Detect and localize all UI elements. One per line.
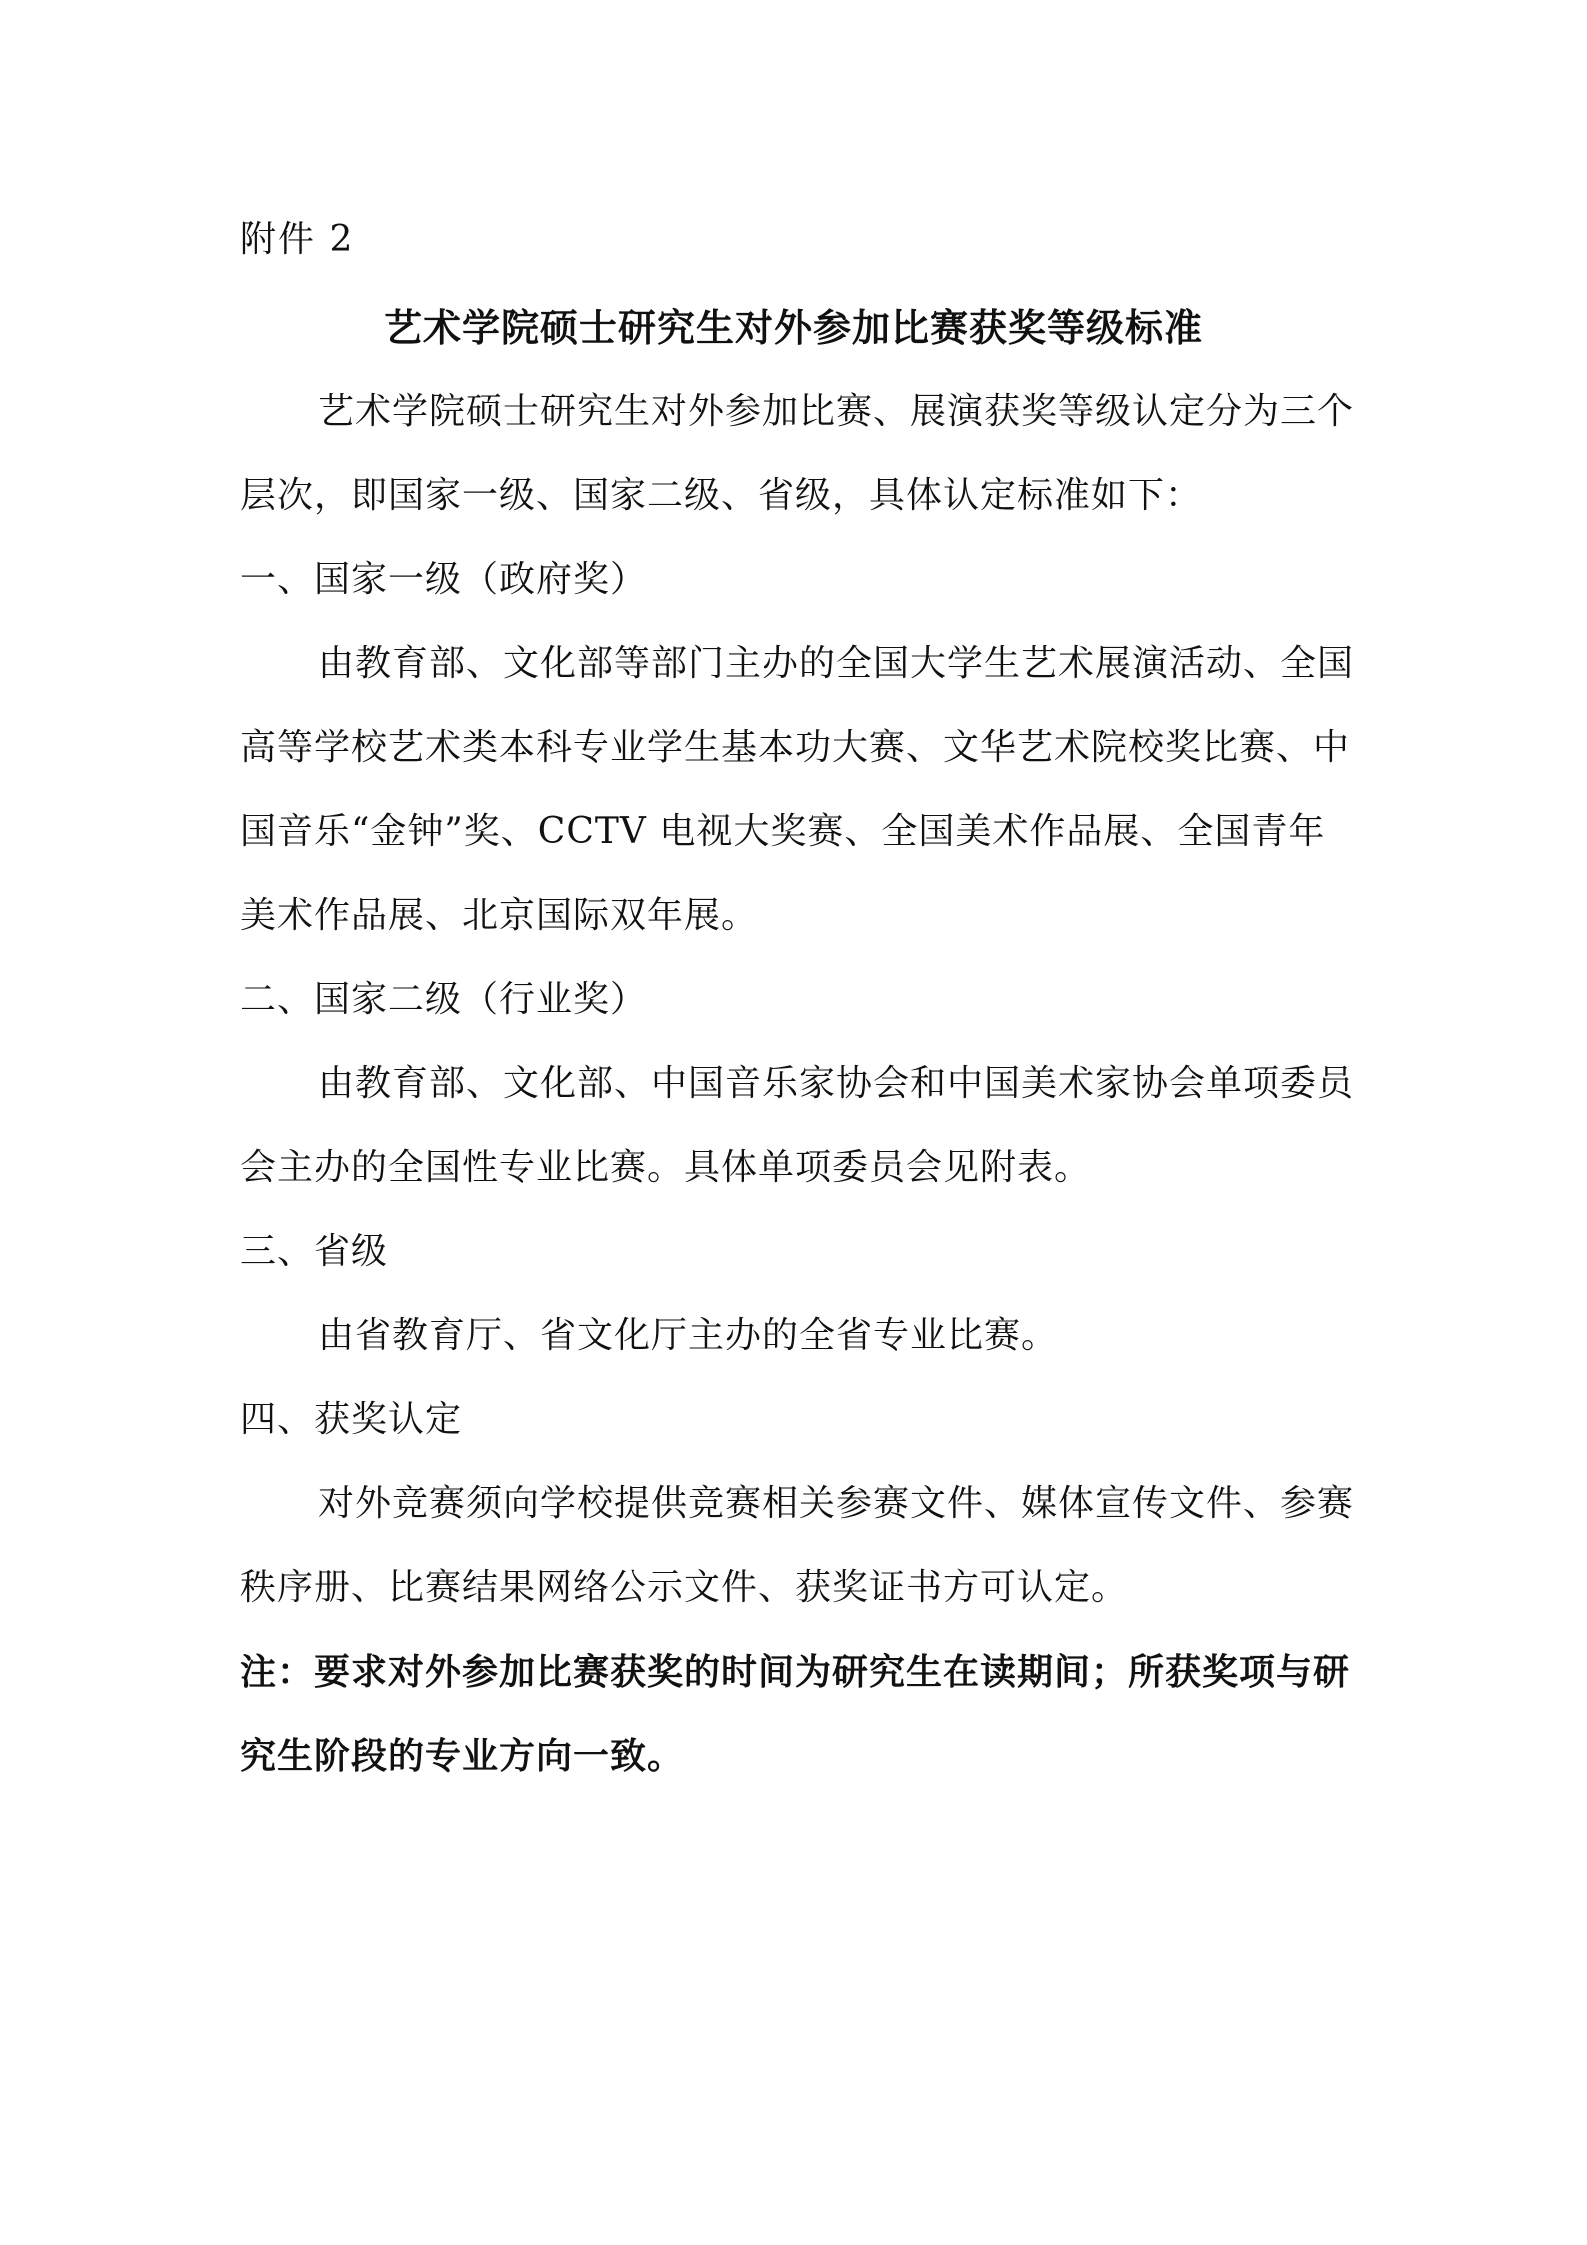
section-body-national-second: 由教育部、文化部、中国音乐家协会和中国美术家协会单项委员会主办的全国性专业比赛。具体单项委员会见附表。 bbox=[240, 1063, 1355, 1188]
section-heading-award-recognition: 四、获奖认定 bbox=[240, 1399, 463, 1440]
section-heading-national-second: 二、国家二级（行业奖） bbox=[240, 979, 648, 1020]
intro-paragraph: 艺术学院硕士研究生对外参加比赛、展演获奖等级认定分为三个层次，即国家一级、国家二级、省级，具体认定标准如下： bbox=[240, 391, 1355, 516]
section-heading-national-first: 一、国家一级（政府奖） bbox=[240, 559, 648, 600]
section-body-award-recognition: 对外竞赛须向学校提供竞赛相关参赛文件、媒体宣传文件、参赛秩序册、比赛结果网络公示文件、获奖证书方可认定。 bbox=[240, 1483, 1355, 1608]
section-body-national-first: 由教育部、文化部等部门主办的全国大学生艺术展演活动、全国高等学校艺术类本科专业学生基本功大赛、文华艺术院校奖比赛、中国音乐“金钟”奖、CCTV 电视大奖赛、全国美术作品展、全国青年美术作品展、北京国际双年展。 bbox=[240, 643, 1355, 936]
annex-label: 附件 2 bbox=[240, 219, 355, 260]
document-title: 艺术学院硕士研究生对外参加比赛获奖等级标准 bbox=[383, 305, 1203, 350]
section-heading-provincial: 三、省级 bbox=[240, 1231, 389, 1272]
section-body-provincial: 由省教育厅、省文化厅主办的全省专业比赛。 bbox=[318, 1315, 1059, 1356]
note-paragraph: 注：要求对外参加比赛获奖的时间为研究生在读期间；所获奖项与研究生阶段的专业方向一致。 bbox=[240, 1651, 1351, 1777]
